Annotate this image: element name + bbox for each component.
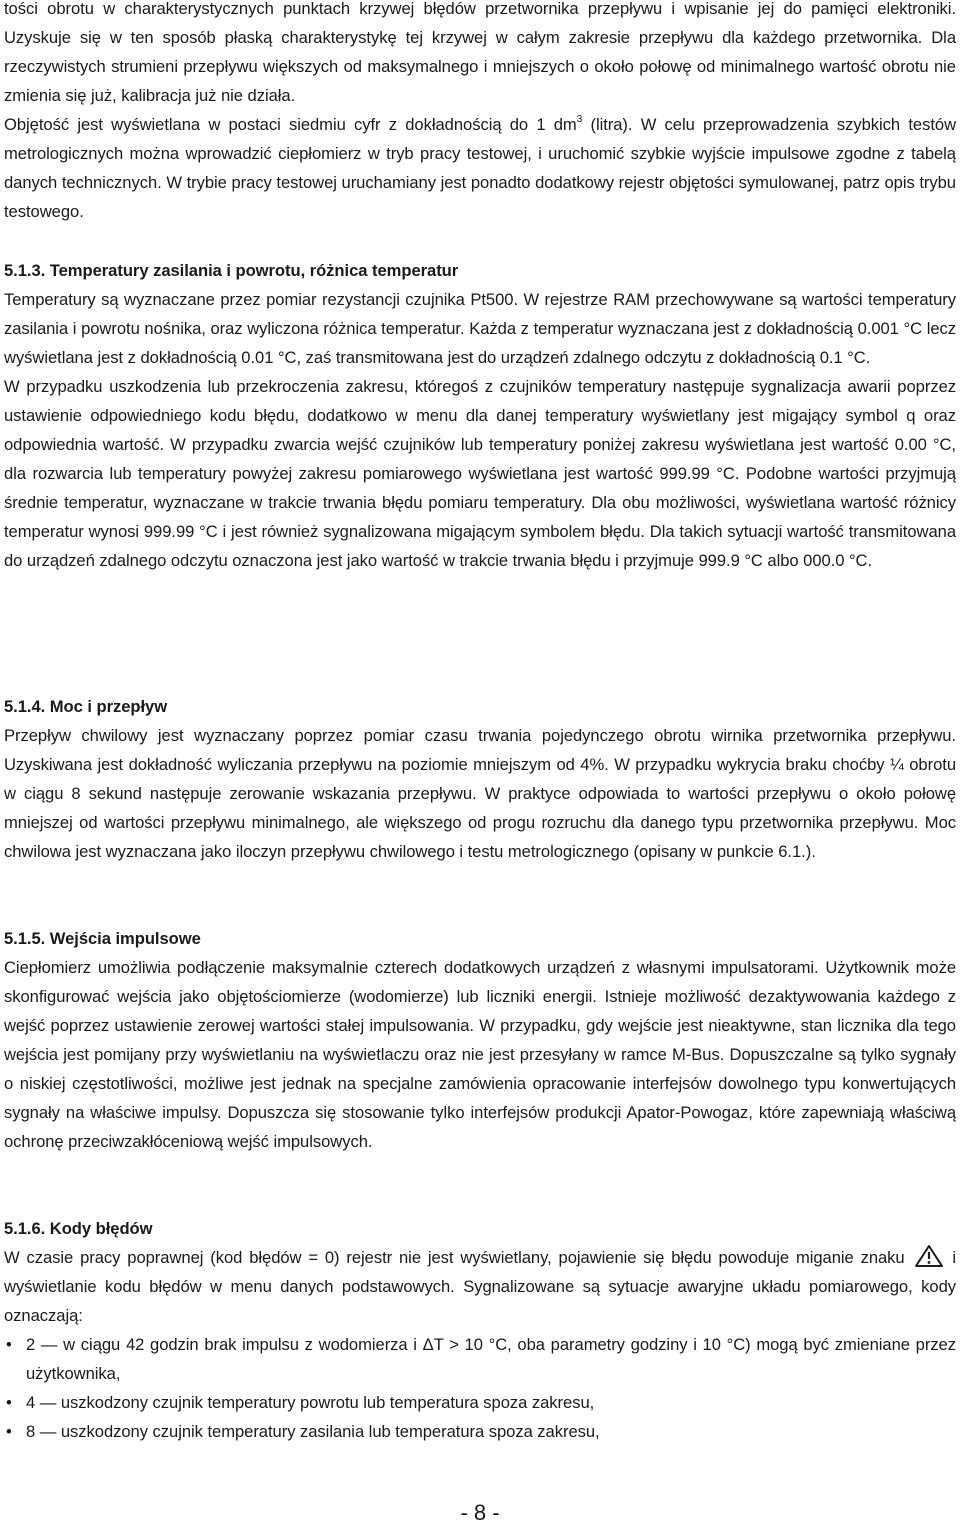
page-number: - 8 -: [460, 1500, 500, 1525]
section-5-1-4: [4, 692, 956, 866]
intro-paragraph: tości obrotu w charakterystycznych punktach krzywej błędów przetwornika przepływu i wpisanie jej do pamięci elektroniki. Uzyskuje się w ten sposób płaską charakterystykę tej krzywej w całym zakresie przepływu dla każdego przetwornika. Dla rzeczywistych strumieni przepływu większych od maksymalnego i mniejszych o około połowę od minimalnego wartość obrotu nie zmienia się już, kalibracja już nie działa.: [4, 0, 956, 105]
section-paragraph: Temperatury są wyznaczane przez pomiar rezystancji czujnika Pt500. W rejestrze RAM przechowywane są wartości temperatury zasilania i powrotu nośnika, oraz wyliczona różnica temperatur. Każda z temperatur wyznaczana jest z dokładnością 0.001 °C lecz wyświetlana jest z dokładnością 0.01 °C, zaś transmitowana jest do urządzeń zdalnego odczytu z dokładnością 0.1 °C.: [4, 290, 956, 367]
intro-section: [4, 0, 956, 226]
section-heading: 5.1.6. Kody błędów: [4, 1219, 153, 1238]
error-code-list: [4, 1330, 956, 1446]
section-heading: 5.1.4. Moc i przepływ: [4, 697, 168, 716]
warning-triangle-icon: [914, 1244, 944, 1268]
list-item: • 2 — w ciągu 42 godzin brak impulsu z wodomierza i ΔT > 10 °C, oba parametry godziny i 10 °C) mogą być zmieniane przez użytkownika,: [4, 1330, 956, 1388]
section-paragraph: W przypadku uszkodzenia lub przekroczenia zakresu, któregoś z czujników temperatury następuje sygnalizacja awarii poprzez ustawienie odpowiedniego kodu błędu, dodatkowo w menu dla danej temperatury wyświetlany jest migający symbol q oraz odpowiednia wartość. W przypadku zwarcia wejść czujników lub temperatury poniżej zakresu wyświetlana jest wartość 0.00 °C, dla rozwarcia lub temperatury powyżej zakresu pomiarowego wyświetlana jest wartość 999.99 °C. Podobne wartości przyjmują średnie temperatur, wyznaczane w trakcie trwania błędu pomiaru temperatury. Dla obu możliwości, wyświetlana wartość różnicy temperatur wynosi 999.99 °C i jest również sygnalizowana migającym symbolem błędu. Dla takich sytuacji wartość transmitowana do urządzeń zdalnego odczytu oznaczona jest jako wartość w trakcie trwania błędu i przyjmuje 999.9 °C albo 000.0 °C.: [4, 377, 956, 570]
section-heading: 5.1.5. Wejścia impulsowe: [4, 929, 201, 948]
volume-text-b: (litra). W celu przeprowadzenia szybkich testów metrologicznych można wprowadzić ciepłomierz w tryb pracy testowej, i uruchomić szybkie wyjście impulsowe zgodne z tabelą danych technicznych. W trybie pracy testowej uruchamiany jest ponadto dodatkowy rejestr objętości symulowanej, patrz opis trybu testowego.: [4, 115, 957, 221]
error-text-b: i wyświetlanie kodu błędów w menu danych podstawowych. Sygnalizowane są sytuacje awaryjne układu pomiarowego, kody oznaczają:: [4, 1248, 957, 1325]
section-5-1-6: [4, 1214, 956, 1446]
section-paragraph: Przepływ chwilowy jest wyznaczany poprzez pomiar czasu trwania pojedynczego obrotu wirnika przetwornika przepływu. Uzyskiwana jest dokładność wyliczania przepływu na poziomie mniejszym od 4%. W przypadku wykrycia braku choćby ¼ obrotu w ciągu 8 sekund następuje zerowanie wskazania przepływu. W praktyce odpowiada to wartości przepływu o około połowę mniejszej od wartości przepływu minimalnego, ale większego od progu rozruchu dla danego typu przetwornika przepływu. Moc chwilowa jest wyznaczana jako iloczyn przepływu chwilowego i testu metrologicznego (opisany w punkcie 6.1.).: [4, 726, 956, 861]
list-item: • 8 — uszkodzony czujnik temperatury zasilania lub temperatura spoza zakresu,: [4, 1417, 956, 1446]
volume-text-a: Objętość jest wyświetlana w postaci siedmiu cyfr z dokładnością do 1 dm: [4, 115, 577, 134]
volume-paragraph: [4, 110, 956, 226]
error-text-a: W czasie pracy poprawnej (kod błędów = 0) rejestr nie jest wyświetlany, pojawienie się błędu powoduje miganie znaku: [4, 1248, 905, 1267]
section-paragraph: [4, 1243, 956, 1330]
section-5-1-3: [4, 256, 956, 575]
section-paragraph: Ciepłomierz umożliwia podłączenie maksymalnie czterech dodatkowych urządzeń z własnymi impulsatorami. Użytkownik może skonfigurować wejścia jako objętościomierze (wodomierze) lub liczniki energii. Istnieje możliwość dezaktywowania każdego z wejść poprzez ustawienie zerowej wartości stałej impulsowania. W przypadku, gdy wejście jest nieaktywne, stan licznika dla tego wejścia jest pomijany przy wyświetlaniu na wyświetlaczu oraz nie jest przesyłany w ramce M-Bus. Dopuszczalne są tylko sygnały o niskiej częstotliwości, możliwe jest jednak na specjalne zamówienia opracowanie interfejsów dowolnego typu konwertujących sygnały na właściwe impulsy. Dopuszcza się stosowanie tylko interfejsów produkcji Apator-Powogaz, które zapewniają właściwą ochronę przeciwzakłóceniową wejść impulsowych.: [4, 958, 956, 1151]
volume-unit-superscript: 3: [576, 114, 583, 126]
section-5-1-5: [4, 924, 956, 1156]
list-item: • 4 — uszkodzony czujnik temperatury powrotu lub temperatura spoza zakresu,: [4, 1388, 956, 1417]
section-heading: 5.1.3. Temperatury zasilania i powrotu, różnica temperatur: [4, 261, 459, 280]
